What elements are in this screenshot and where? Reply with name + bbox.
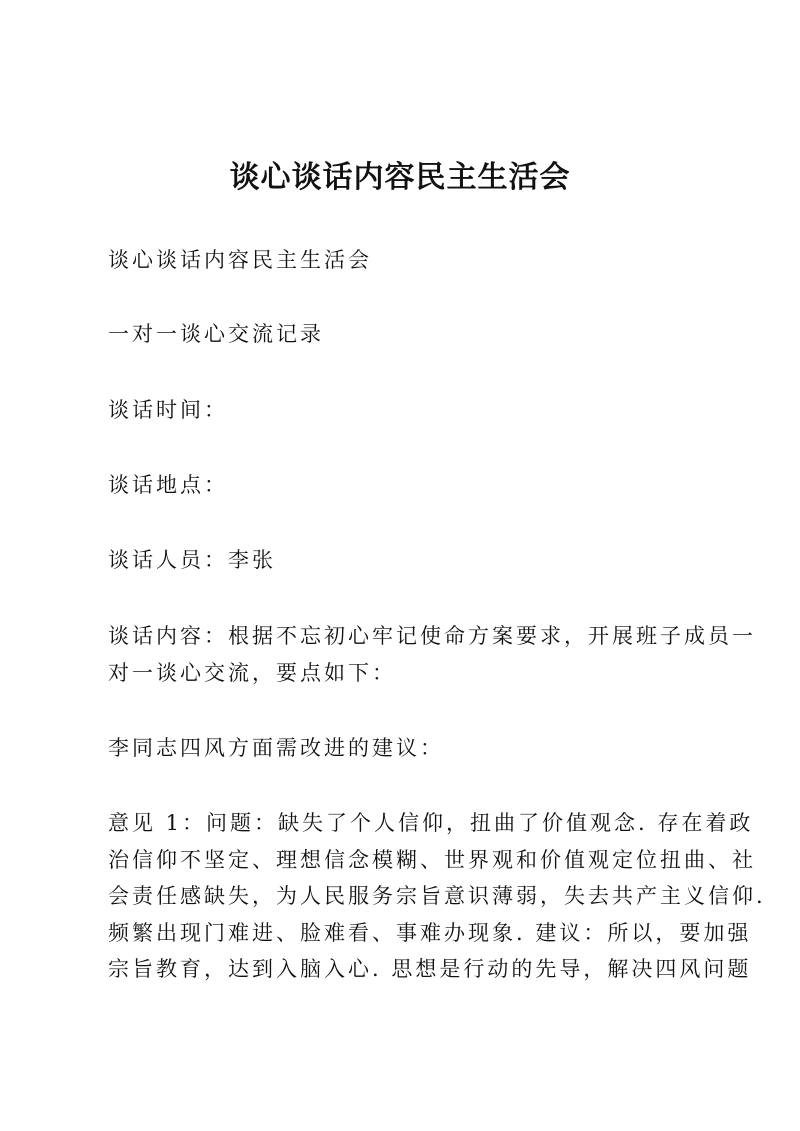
document-subtitle: 谈心谈话内容民主生活会 <box>108 248 372 272</box>
opinion-line: 会责任感缺失，为人民服务宗旨意识薄弱，失去共产主义信仰. <box>108 884 766 908</box>
time-label: 谈话时间： <box>108 398 228 422</box>
record-heading: 一对一谈心交流记录 <box>108 322 324 346</box>
opinion-line: 意见 1：问题：缺失了个人信仰，扭曲了价值观念. 存在着政 <box>108 811 754 835</box>
place-label: 谈话地点： <box>108 473 228 497</box>
content-paragraph <box>108 618 756 691</box>
content-line: 谈话内容：根据不忘初心牢记使命方案要求，开展班子成员一 <box>108 624 756 648</box>
opinion-line: 宗旨教育，达到入脑入心. 思想是行动的先导，解决四风问题 <box>108 957 752 981</box>
content-line: 对一谈心交流，要点如下： <box>108 660 396 685</box>
opinion-line: 频繁出现门难进、脸难看、事难办现象. 建议：所以，要加强 <box>108 920 752 945</box>
document-title: 谈心谈话内容民主生活会 <box>229 160 571 195</box>
opinion-paragraph <box>108 805 766 988</box>
suggestion-heading: 李同志四风方面需改进的建议： <box>108 736 444 760</box>
opinion-line: 治信仰不坚定、理想信念模糊、世界观和价值观定位扭曲、社 <box>108 847 756 872</box>
people-line: 谈话人员：李张 <box>108 548 276 572</box>
